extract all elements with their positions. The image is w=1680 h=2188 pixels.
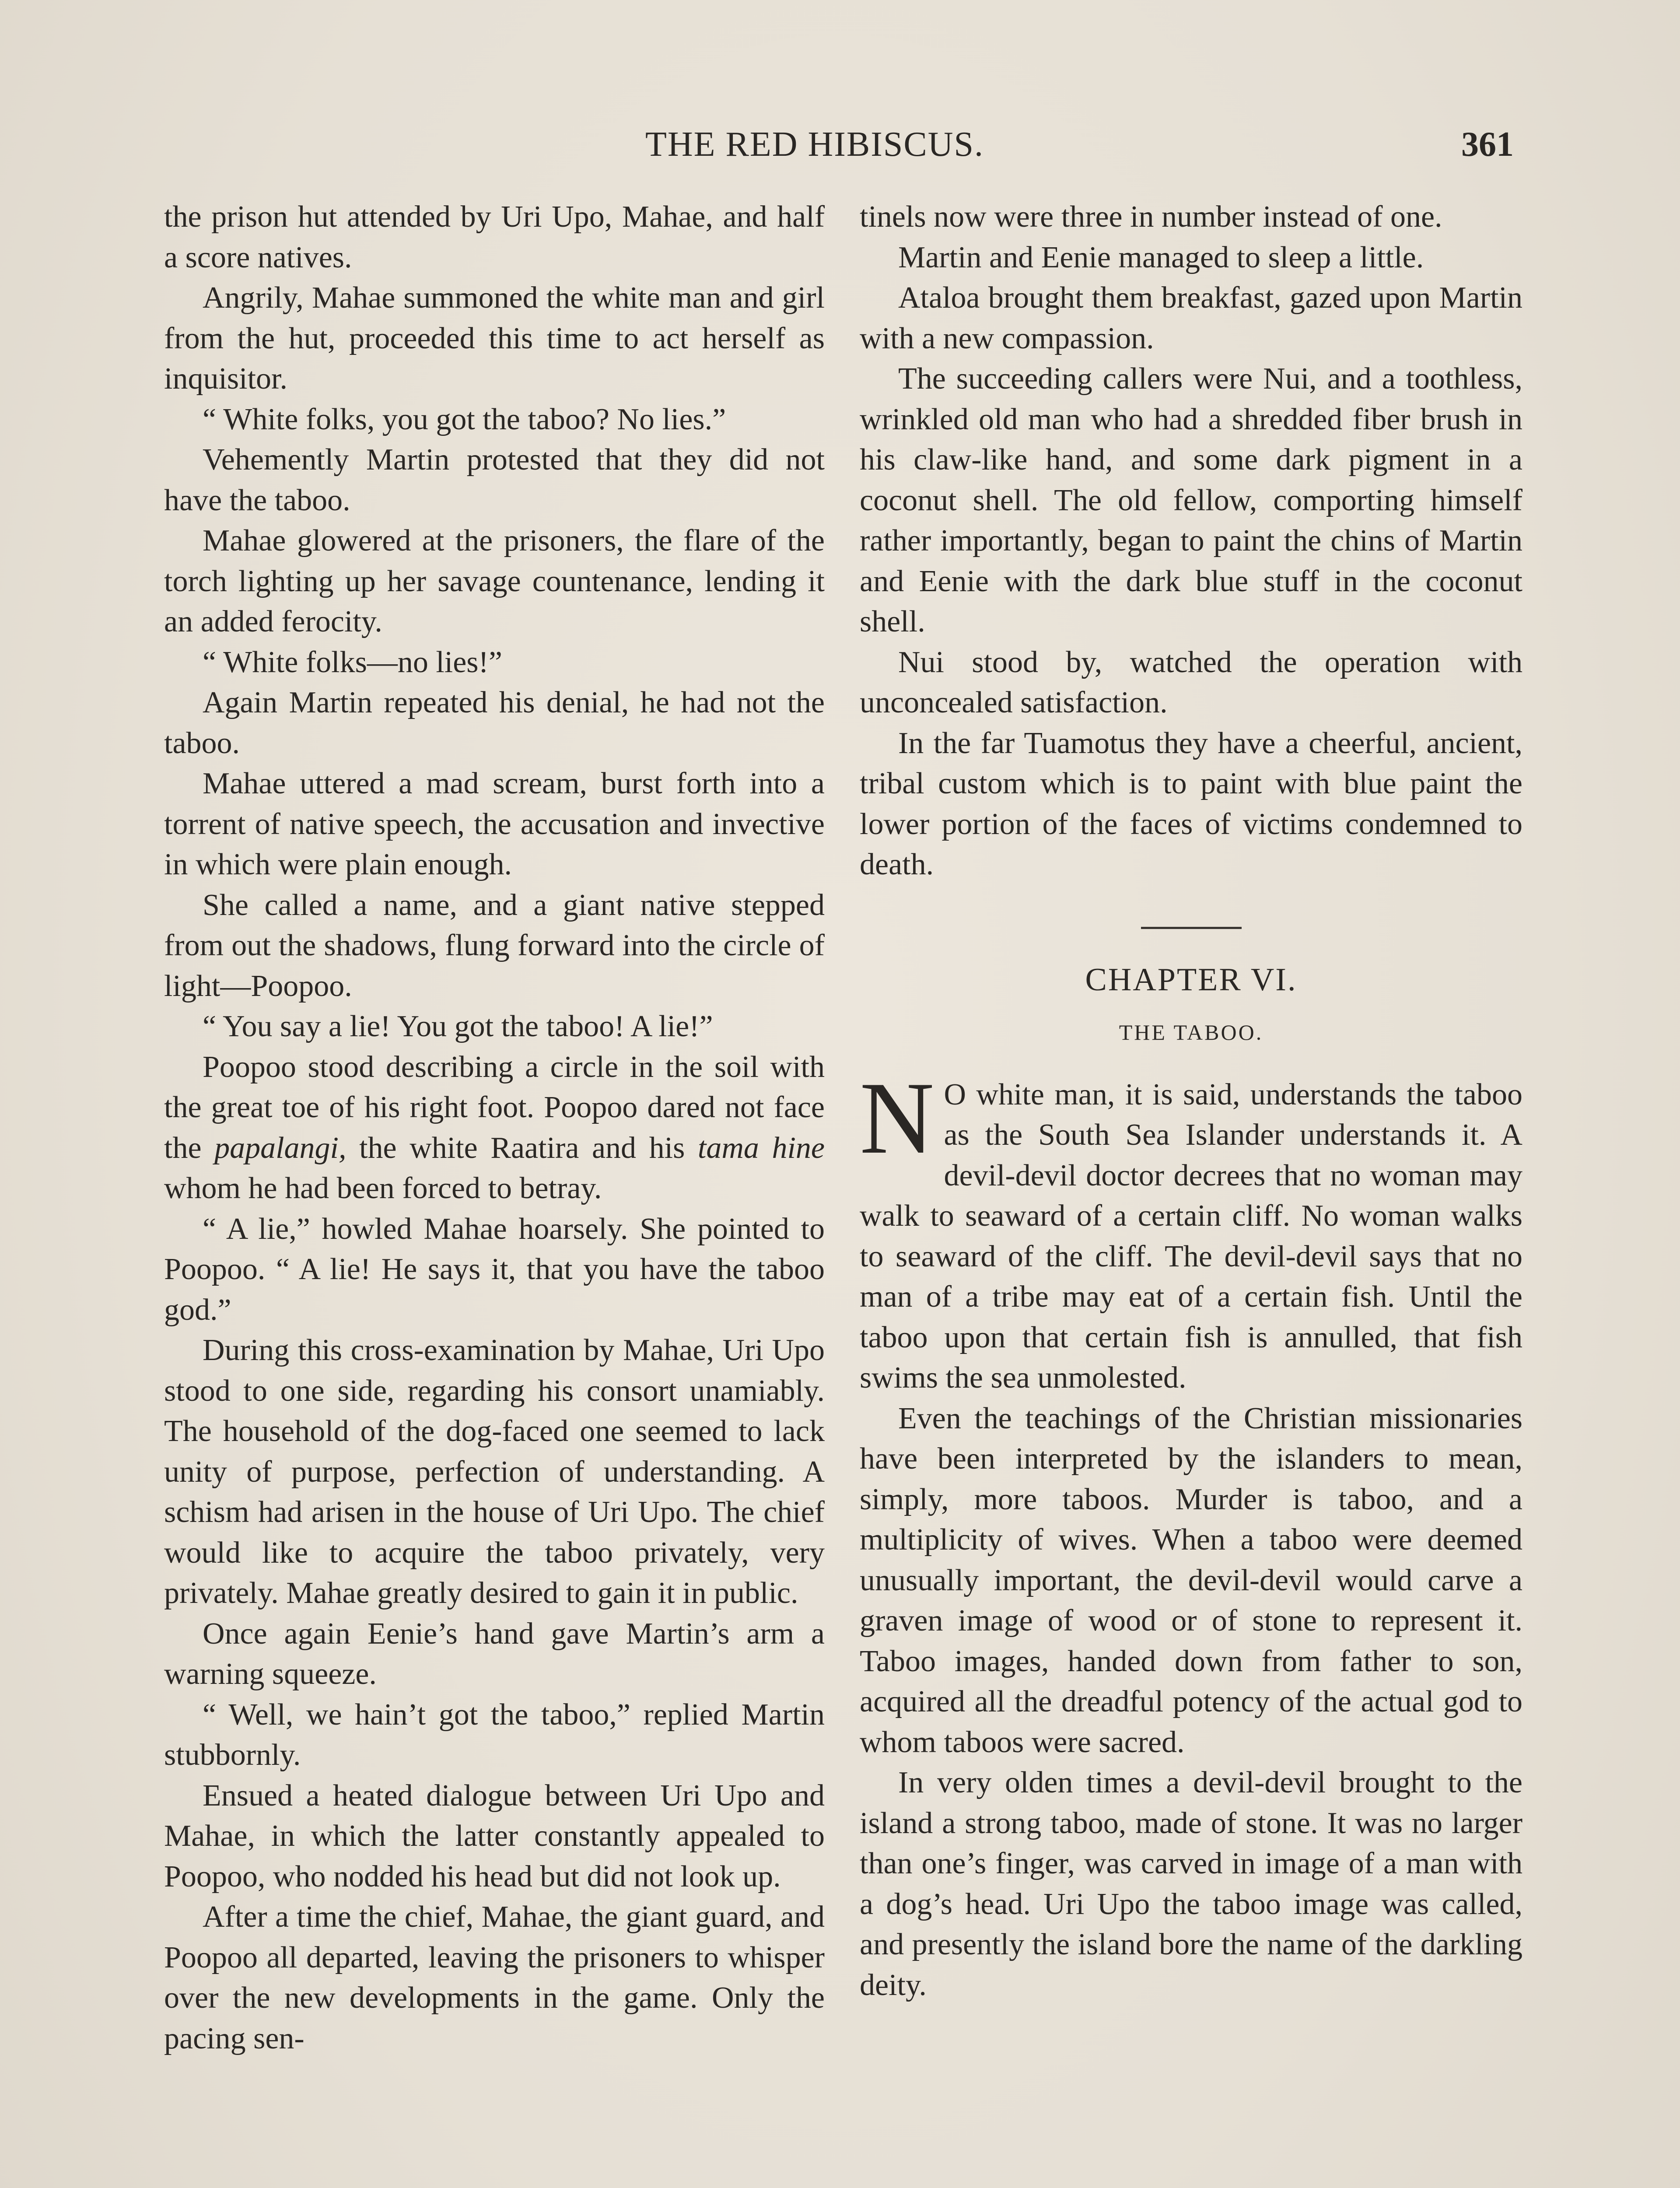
paragraph: The succeeding callers were Nui, and a toothless, wrinkled old man who had a shredded fiber brush in his claw-like hand, and some dark pigment in a coconut shell. The old fellow, comporting himself rather importantly, began to paint the chins of Martin and Eenie with the dark blue stuff in the coconut shell.	[860, 362, 1522, 638]
paragraph: “ White folks, you got the taboo? No lies.”	[203, 402, 726, 436]
paragraph	[164, 1047, 825, 1209]
right-column	[860, 197, 1522, 2006]
text-run: O white man, it is said, understands the taboo as the South Sea Islander understands it. A devil-devil doctor decrees that no woman may walk to seaward of a certain cliff. No woman walks to seaward of the cliff. The devil-devil says that no man of a tribe may eat of a certain fish. Until the taboo upon that certain fish is annulled, that fish swims the sea unmolested.	[860, 1077, 1522, 1395]
chapter-subtitle: THE TABOO.	[1119, 1020, 1264, 1045]
paragraph: Martin and Eenie managed to sleep a little.	[898, 240, 1424, 274]
text-run: the white Raatira and his	[346, 1131, 698, 1165]
chapter-title: CHAPTER VI.	[1085, 961, 1297, 998]
italic-term: papalangi,	[214, 1131, 346, 1165]
paragraph: tinels now were three in number instead of one.	[860, 200, 1442, 234]
section-divider	[1141, 927, 1242, 929]
paragraph: “ White folks—no lies!”	[203, 645, 502, 679]
paragraph: “ Well, we hain’t got the taboo,” replied Martin stubbornly.	[164, 1697, 825, 1772]
paragraph: Angrily, Mahae summoned the white man and girl from the hut, proceeded this time to act herself as inquisitor.	[164, 281, 825, 396]
paragraph: She called a name, and a giant native stepped from out the shadows, flung forward into the circle of light—Poopoo.	[164, 888, 825, 1003]
paragraph: the prison hut attended by Uri Upo, Mahae, and half a score natives.	[164, 200, 825, 274]
paragraph: Again Martin repeated his denial, he had not the taboo.	[164, 686, 825, 760]
paragraph: “ You say a lie! You got the taboo! A lie!”	[203, 1010, 713, 1043]
italic-term: tama hine	[697, 1131, 825, 1165]
paragraph: Ataloa brought them breakfast, gazed upon Martin with a new compassion.	[860, 281, 1522, 355]
paragraph: Mahae uttered a mad scream, burst forth into a torrent of native speech, the accusation and invective in which were plain enough.	[164, 767, 825, 881]
text-run: whom he had been forced to betray.	[164, 1171, 602, 1205]
paragraph: Mahae glowered at the prisoners, the flare of the torch lighting up her savage countenance, lending it an added ferocity.	[164, 524, 825, 638]
page-number: 361	[1461, 125, 1514, 164]
chapter-opening-paragraph	[860, 1061, 1522, 1399]
paragraph: In the far Tuamotus they have a cheerful, ancient, tribal custom which is to paint with blue paint the lower portion of the faces of victims condemned to death.	[860, 726, 1522, 881]
running-title: THE RED HIBISCUS.	[645, 125, 984, 164]
paragraph: Even the teachings of the Christian missionaries have been interpreted by the islanders to mean, simply, more taboos. Murder is taboo, and a multiplicity of wives. When a taboo were deemed unusually important, the devil-devil would carve a graven image of wood or of stone to represent it. Taboo images, handed down from father to son, acquired all the dreadful potency of the actual god to whom taboos were sacred.	[860, 1401, 1522, 1759]
paragraph: Ensued a heated dialogue between Uri Upo and Mahae, in which the latter constantly appealed to Poopoo, who nodded his head but did not look up.	[164, 1778, 825, 1893]
paragraph: Once again Eenie’s hand gave Martin’s arm a warning squeeze.	[164, 1616, 825, 1691]
paragraph: Nui stood by, watched the operation with unconcealed satisfaction.	[860, 645, 1522, 719]
paragraph: In very olden times a devil-devil brought to the island a strong taboo, made of stone. It was no larger than one’s finger, was carved in image of a man with a dog’s head. Uri Upo the taboo image was called, and presently the island bore the name of the darkling deity.	[860, 1766, 1522, 2002]
paragraph: After a time the chief, Mahae, the giant guard, and Poopoo all departed, leaving the prisoners to whisper over the new developments in the game. Only the pacing sen-	[164, 1900, 825, 2055]
paragraph: Vehemently Martin protested that they did not have the taboo.	[164, 443, 825, 517]
paragraph: “ A lie,” howled Mahae hoarsely. She pointed to Poopoo. “ A lie! He says it, that you have the taboo god.”	[164, 1212, 825, 1327]
drop-cap: N	[860, 1061, 934, 1175]
text-run: Poopoo stood describing a circle in the soil with the great toe of his right foot. Poopoo dared not face the	[164, 1050, 825, 1165]
paragraph: During this cross-examination by Mahae, Uri Upo stood to one side, regarding his consort unamiably. The household of the dog-faced one seemed to lack unity of purpose, perfection of understanding. A schism had arisen in the house of Uri Upo. The chief would like to acquire the taboo privately, very privately. Mahae greatly desired to gain it in public.	[164, 1333, 825, 1610]
left-column	[164, 197, 825, 2059]
